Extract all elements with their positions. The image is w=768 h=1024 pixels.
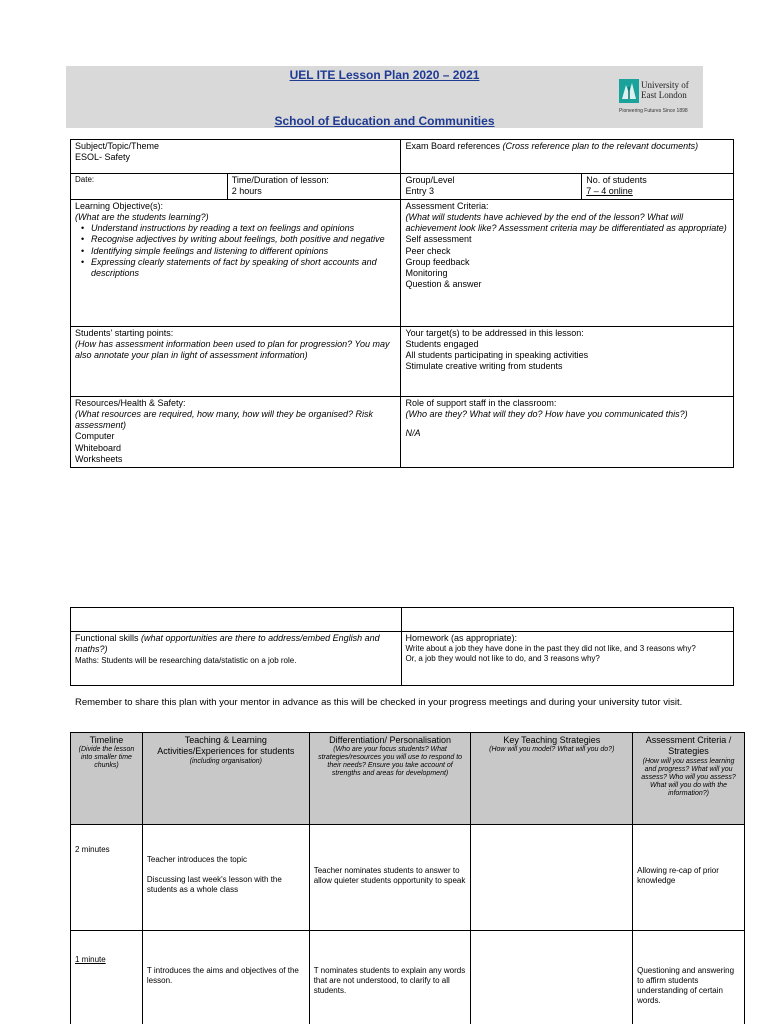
logo-wordmark [641,80,689,100]
learning-objectives-list [75,223,396,279]
table-row [71,825,745,931]
activity-text: Discussing last week's lesson with the students as a whole class [146,875,282,894]
assessment-criteria-cell [401,199,734,326]
group-level-cell [401,174,582,200]
skills-homework-table [70,607,734,686]
assessment-strategy-cell [633,825,745,931]
uel-emblem-icon [619,79,639,103]
support-staff-note: (Who are they? What will they do? How have you communicated this?) [405,408,688,419]
mentor-reminder: Remember to share this plan with your mentor in advance as this will be checked in your progress meetings and during your university tutor visit. [75,697,683,708]
target-item: Students engaged [405,338,479,349]
assessment-strategy-cell [633,931,745,1024]
resource-item: Computer [75,431,115,442]
learning-objectives-cell [71,199,401,326]
student-count-value: 7 – 4 online [586,186,633,197]
activity-cell [142,931,309,1024]
university-logo [619,78,701,118]
lesson-schedule-table [70,732,745,1024]
header-note: (Who are your focus students? What strategies/resources you will use to respond to their needs? Ensure you take account of strengths and areas for development) [318,746,463,778]
subject-value: ESOL- Safety [75,152,131,163]
time-value: 2 minutes [75,845,110,854]
targets-label: Your target(s) to be addressed in this lesson: [405,327,584,338]
starting-points-cell [71,326,401,396]
assessment-criteria-label: Assessment Criteria: [405,200,489,211]
functional-skills-value: Maths: Students will be researching data/statistic on a job role. [75,655,297,665]
objective-item: • Identifying simple feelings and listening to different opinions [81,246,396,257]
student-count-label: No. of students [586,175,647,185]
subject-cell [71,140,401,174]
starting-points-label: Students' starting points: [75,327,174,338]
support-staff-label: Role of support staff in the classroom: [405,397,557,408]
table-row [71,931,745,1024]
header-title: Assessment Criteria / Strategies [645,735,732,757]
document-title: UEL ITE Lesson Plan 2020 – 2021 [289,68,480,82]
assessment-strategy-text: Allowing re-cap of prior knowledge [637,866,719,885]
functional-skills-cell [71,632,402,686]
exam-board-note: (Cross reference plan to the relevant documents) [502,141,699,151]
strategies-header [471,733,633,825]
activity-text: Teacher introduces the topic [146,855,247,864]
resources-cell [71,396,401,467]
header-note: (including organisation) [189,757,262,765]
activity-text: T introduces the aims and objectives of the lesson. [146,966,299,985]
strategy-cell [471,931,633,1024]
homework-line-1: Write about a job they have done in the past they did not like, and 3 reasons why? [405,644,696,654]
activity-cell [142,825,309,931]
strategy-cell [471,825,633,931]
exam-board-cell [401,140,734,174]
header-title: Timeline [89,735,124,745]
logo-line-2: East London [641,90,687,100]
resource-item: Whiteboard [75,442,122,453]
assessment-item: Group feedback [405,256,470,267]
support-staff-cell [401,396,734,467]
subject-label: Subject/Topic/Theme [75,141,160,151]
timeline-cell [71,931,143,1024]
group-level-value: Entry 3 [405,186,434,197]
assessment-item: Monitoring [405,268,448,278]
differentiation-text: T nominates students to explain any words that are not understood, to clarify to all students. [313,966,466,995]
header-title: Teaching & Learning Activities/Experiences for students [157,735,295,757]
assessment-item: Question & answer [405,279,482,290]
logo-line-1: University of [641,80,689,90]
objective-item: • Understand instructions by reading a text on feelings and opinions [81,223,396,234]
learning-objectives-note: (What are the students learning?) [75,211,209,222]
differentiation-text: Teacher nominates students to answer to allow quieter students opportunity to speak [313,866,466,885]
support-staff-value: N/A [405,428,421,438]
assessment-item: Self assessment [405,234,472,245]
assessment-criteria-note: (What will students have achieved by the end of the lesson? What will achievement look like? Assessment criteria may be differentiated as appropriate) [405,211,727,233]
exam-board-label: Exam Board references [405,141,501,151]
duration-cell [227,174,401,200]
header-note: (How will you model? What will you do?) [489,746,615,754]
assessment-item: Peer check [405,245,451,256]
timeline-cell [71,825,143,931]
duration-label: Time/Duration of lesson: [231,175,329,185]
logo-tagline: Pioneering Futures Since 1898 [619,108,688,114]
lesson-plan-table [70,139,734,468]
target-item: Stimulate creative writing from students [405,361,563,372]
timeline-header [71,733,143,825]
document-header [66,66,703,128]
header-title: Differentiation/ Personalisation [329,735,452,745]
differentiation-header [309,733,471,825]
functional-skills-note: (what opportunities are there to address/embed English and maths?) [75,633,380,655]
date-label: Date: [75,175,95,184]
homework-cell [401,632,734,686]
functional-skills-label: Functional skills [75,633,139,643]
resources-note: (What resources are required, how many, how will they be organised? Risk assessment) [75,408,373,430]
learning-objectives-label: Learning Objective(s): [75,200,164,211]
empty-cell [71,608,402,632]
target-item: All students participating in speaking activities [405,350,589,360]
objective-item: • Recognise adjectives by writing about feelings, both positive and negative [81,234,396,245]
header-title: Key Teaching Strategies [503,735,601,745]
homework-line-2: Or, a job they would not like to do, and 3 reasons why? [405,654,600,664]
resource-item: Worksheets [75,453,123,464]
empty-cell [401,608,734,632]
header-note: (How will you assess learning and progress? What will you assess? Who will you assess? What will you do with the information?) [641,757,736,797]
assessment-strategy-text: Questioning and answering to affirm students understanding of certain words. [637,966,735,1005]
starting-points-note: (How has assessment information been used to plan for progression? You may also annotate your plan in light of assessment information) [75,338,390,360]
header-note: (Divide the lesson into smaller time chunks) [78,746,135,770]
date-cell [71,174,228,200]
homework-label: Homework (as appropriate): [405,633,518,643]
activities-header [142,733,309,825]
differentiation-cell [309,931,471,1024]
targets-cell [401,326,734,396]
differentiation-cell [309,825,471,931]
duration-value: 2 hours [231,186,262,197]
document-subtitle: School of Education and Communities [274,114,495,128]
group-level-label: Group/Level [405,175,455,185]
resources-label: Resources/Health & Safety: [75,397,186,408]
student-count-cell [582,174,734,200]
assessment-strategies-header [633,733,745,825]
time-value: 1 minute [75,955,106,964]
objective-item: • Expressing clearly statements of fact by speaking of short accounts and descriptions [81,257,396,280]
